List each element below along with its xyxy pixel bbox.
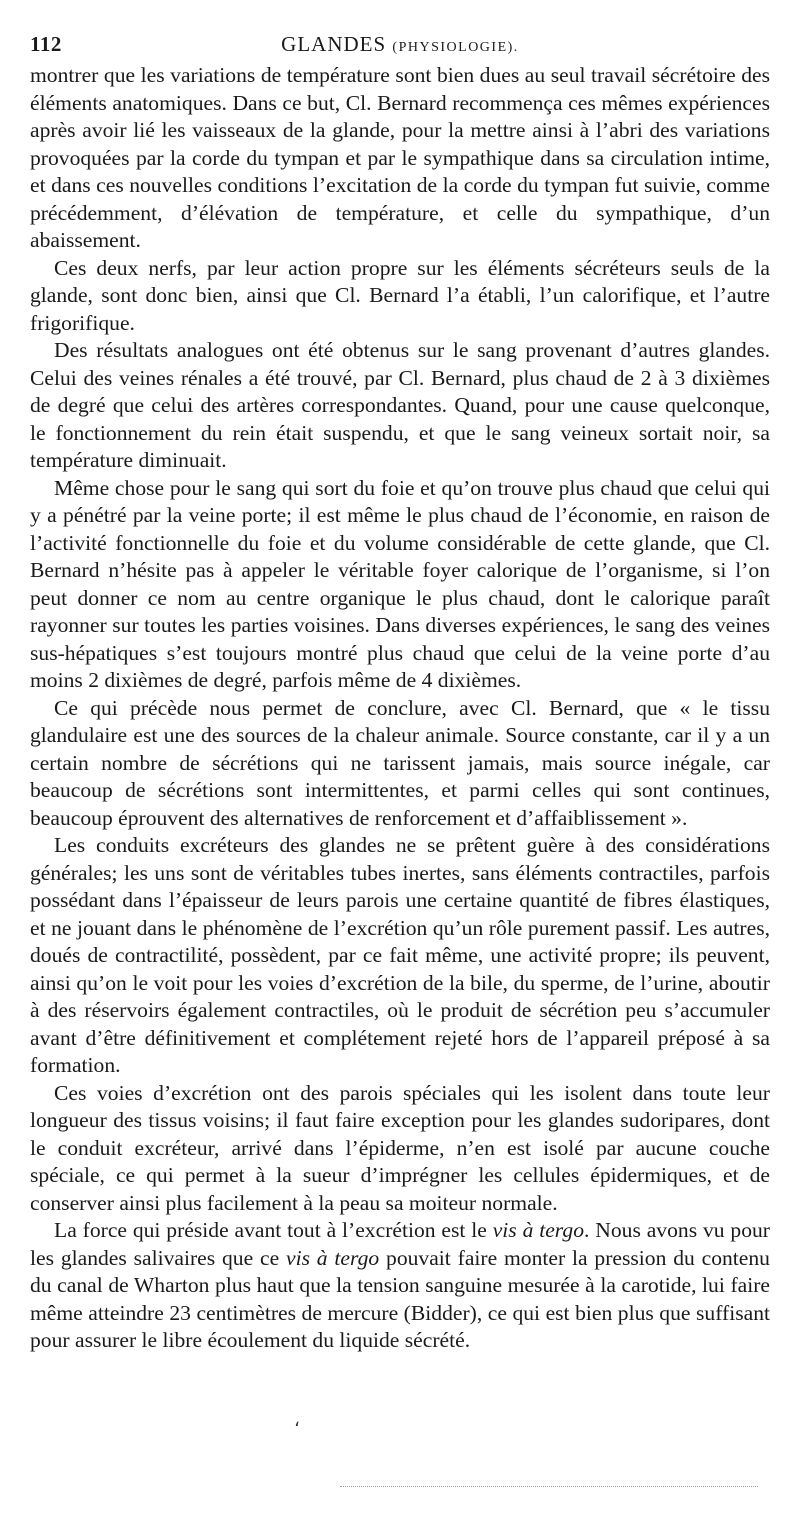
paragraph-1: montrer que les variations de température sont bien dues au seul travail sécrétoire des éléments anatomiques. Dans ce but, Cl. Bernard recommença ces mêmes expériences après avoir lié les vaisseaux de la glande, pour la mettre ainsi à l’abri des variations provoquées par la corde du tympan et par le sympathique dans sa circulation intime, et dans ces nouvelles conditions l’excitation de la corde du tympan fut suivie, comme précédemment, d’élévation de température, et celle du sympathique, d’un abaissement. (30, 63, 770, 252)
page (30, 28, 770, 1355)
stray-ink-mark: ، (294, 1410, 300, 1430)
running-head-subtitle: (PHYSIOLOGIE). (392, 40, 519, 55)
running-head-title: GLANDES (281, 32, 387, 56)
paragraph-4: Même chose pour le sang qui sort du foie et qu’on trouve plus chaud que celui qui y a pénétré par la veine porte; il est même le plus chaud de l’économie, en raison de l’activité fonctionnelle du foie et du volume considérable de cette glande, que Cl. Bernard n’hésite pas à appeler le véritable foyer calorique de l’organisme, si l’on peut donner ce nom au centre organique le plus chaud, dont le calorique paraît rayonner sur toutes les parties voisines. Dans diverses expériences, le sang des veines sus-hépatiques s’est toujours montré plus chaud que celui de la veine porte d’au moins 2 dixièmes de degré, parfois même de 4 dixièmes. (30, 475, 770, 692)
paragraph-8-text-3: pouvait faire monter la pression du contenu du canal de Wharton plus haut que la tension sanguine mesurée à la carotide, lui faire même atteindre 23 centimètres de mercure (Bidder), ce qui est bien plus que suffisant pour assurer le libre écoulement du liquide sécrété. (30, 1245, 770, 1352)
paragraph-8-italic-1: vis à tergo (492, 1218, 585, 1242)
running-head (30, 32, 770, 57)
footer-rule (340, 1486, 758, 1489)
paragraph-2: Ces deux nerfs, par leur action propre sur les éléments sécréteurs seuls de la glande, sont donc bien, ainsi que Cl. Bernard l’a établi, l’un calorifique, et l’autre frigorifique. (30, 255, 770, 335)
paragraph-7: Ces voies d’excrétion ont des parois spéciales qui les isolent dans toute leur longueur des tissus voisins; il faut faire exception pour les glandes sudoripares, dont le conduit excréteur, arrivé dans l’épiderme, n’en est isolé par aucune couche spéciale, ce qui permet à la sueur d’imprégner les cellules épidermiques, et de conserver ainsi plus facilement à la peau sa moiteur normale. (30, 1080, 770, 1215)
body-text (30, 62, 770, 1355)
page-number: 112 (30, 32, 62, 56)
paragraph-5: Ce qui précède nous permet de conclure, avec Cl. Bernard, que « le tissu glandulaire est une des sources de la chaleur animale. Source constante, car il y a un certain nombre de sécrétions qui ne tarissent jamais, mais source inégale, car beaucoup de sécrétions sont intermittentes, et parmi celles qui sont continues, beaucoup éprouvent des alternatives de renforcement et d’affaiblissement ». (30, 695, 770, 830)
page-header (30, 28, 770, 62)
paragraph-3: Des résultats analogues ont été obtenus sur le sang provenant d’autres glandes. Celui des veines rénales a été trouvé, par Cl. Bernard, plus chaud de 2 à 3 dixièmes de degré que celui des artères correspondantes. Quand, pour une cause quelconque, le fonctionnement du rein était suspendu, et que le sang veineux sortait noir, sa température diminuait. (30, 338, 770, 472)
paragraph-6: Les conduits excréteurs des glandes ne se prêtent guère à des considérations générales; les uns sont de véritables tubes inertes, sans éléments contractiles, parfois possédant dans l’épaisseur de leurs parois une certaine quantité de fibres élastiques, et ne jouant dans le phénomène de l’excrétion qu’un rôle purement passif. Les autres, doués de contractilité, possèdent, par ce fait même, une activité propre; ils peuvent, ainsi qu’on le voit pour les voies d’excrétion de la bile, du sperme, de l’urine, aboutir à des réservoirs également contractiles, où le produit de sécrétion peu s’accumuler avant d’être définitivement et complétement rejeté hors de l’appareil préposé à sa formation. (30, 833, 770, 1077)
paragraph-8 (30, 1217, 770, 1355)
paragraph-8-text-1: La force qui préside avant tout à l’excrétion est le (54, 1218, 493, 1242)
paragraph-8-italic-2: vis à tergo (285, 1245, 380, 1270)
paragraph-8-text-2: . Nous avons vu pour les glandes salivaires que ce (30, 1218, 771, 1270)
